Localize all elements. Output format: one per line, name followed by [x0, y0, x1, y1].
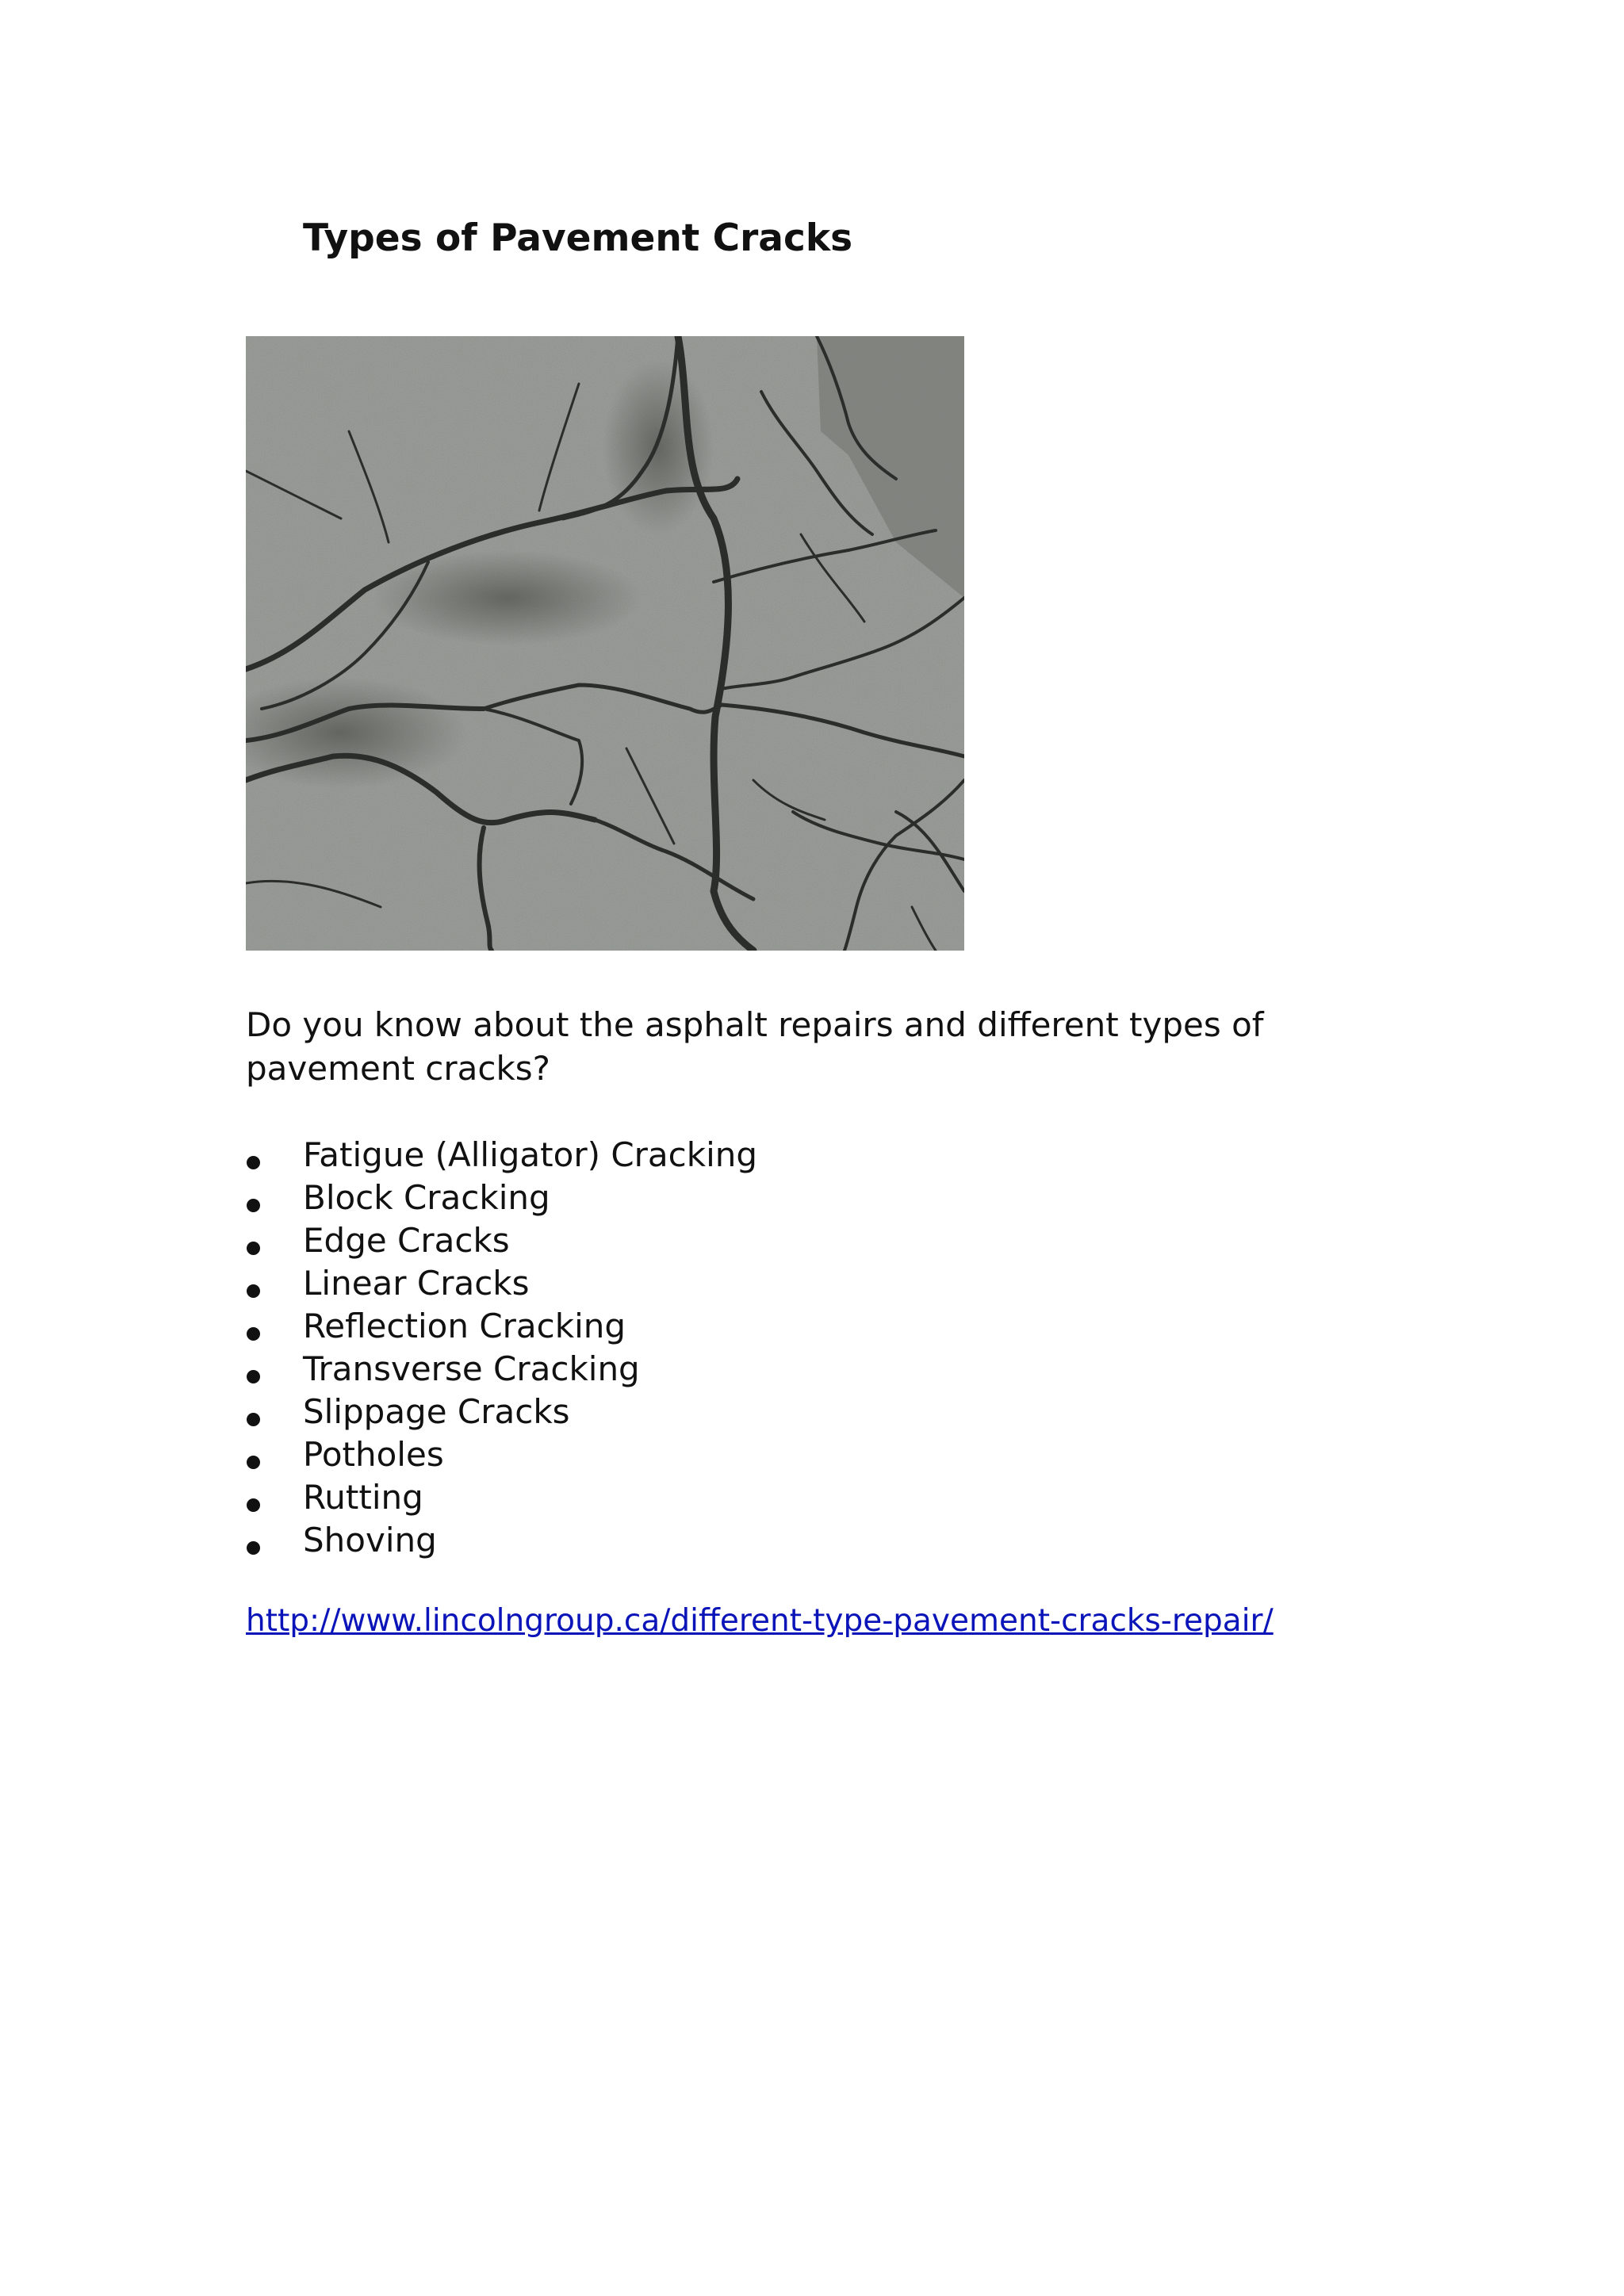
- bullet-icon: [247, 1284, 260, 1298]
- list-item-label: Edge Cracks: [303, 1221, 510, 1260]
- list-item: [246, 1348, 757, 1391]
- list-item: [246, 1262, 757, 1305]
- source-link[interactable]: http://www.lincolngroup.ca/different-type-pavement-cracks-repair/: [246, 1603, 1274, 1639]
- crack-types-list: [246, 1134, 757, 1562]
- list-item-label: Rutting: [303, 1478, 423, 1517]
- list-item: [246, 1433, 757, 1476]
- list-item-label: Reflection Cracking: [303, 1307, 626, 1345]
- list-item-label: Shoving: [303, 1521, 437, 1559]
- list-item-label: Slippage Cracks: [303, 1392, 570, 1431]
- list-item-label: Transverse Cracking: [303, 1349, 640, 1388]
- list-item-label: Linear Cracks: [303, 1264, 530, 1303]
- list-item: [246, 1391, 757, 1433]
- bullet-icon: [247, 1327, 260, 1341]
- bullet-icon: [247, 1541, 260, 1555]
- bullet-icon: [247, 1413, 260, 1426]
- list-item: [246, 1134, 757, 1177]
- bullet-icon: [247, 1498, 260, 1512]
- bullet-icon: [247, 1199, 260, 1212]
- list-item: [246, 1177, 757, 1219]
- list-item-label: Fatigue (Alligator) Cracking: [303, 1135, 758, 1174]
- bullet-icon: [247, 1156, 260, 1169]
- list-item: [246, 1519, 757, 1562]
- bullet-icon: [247, 1370, 260, 1383]
- list-item-label: Block Cracking: [303, 1178, 550, 1217]
- intro-paragraph: Do you know about the asphalt repairs and different types of pavement cracks?: [246, 1005, 1264, 1088]
- cracked-pavement-photo: [246, 336, 964, 951]
- list-item: [246, 1476, 757, 1519]
- bullet-icon: [247, 1242, 260, 1255]
- bullet-icon: [247, 1456, 260, 1469]
- list-item: [246, 1305, 757, 1348]
- list-item-label: Potholes: [303, 1435, 444, 1474]
- list-item: [246, 1219, 757, 1262]
- page-title: Types of Pavement Cracks: [303, 216, 853, 260]
